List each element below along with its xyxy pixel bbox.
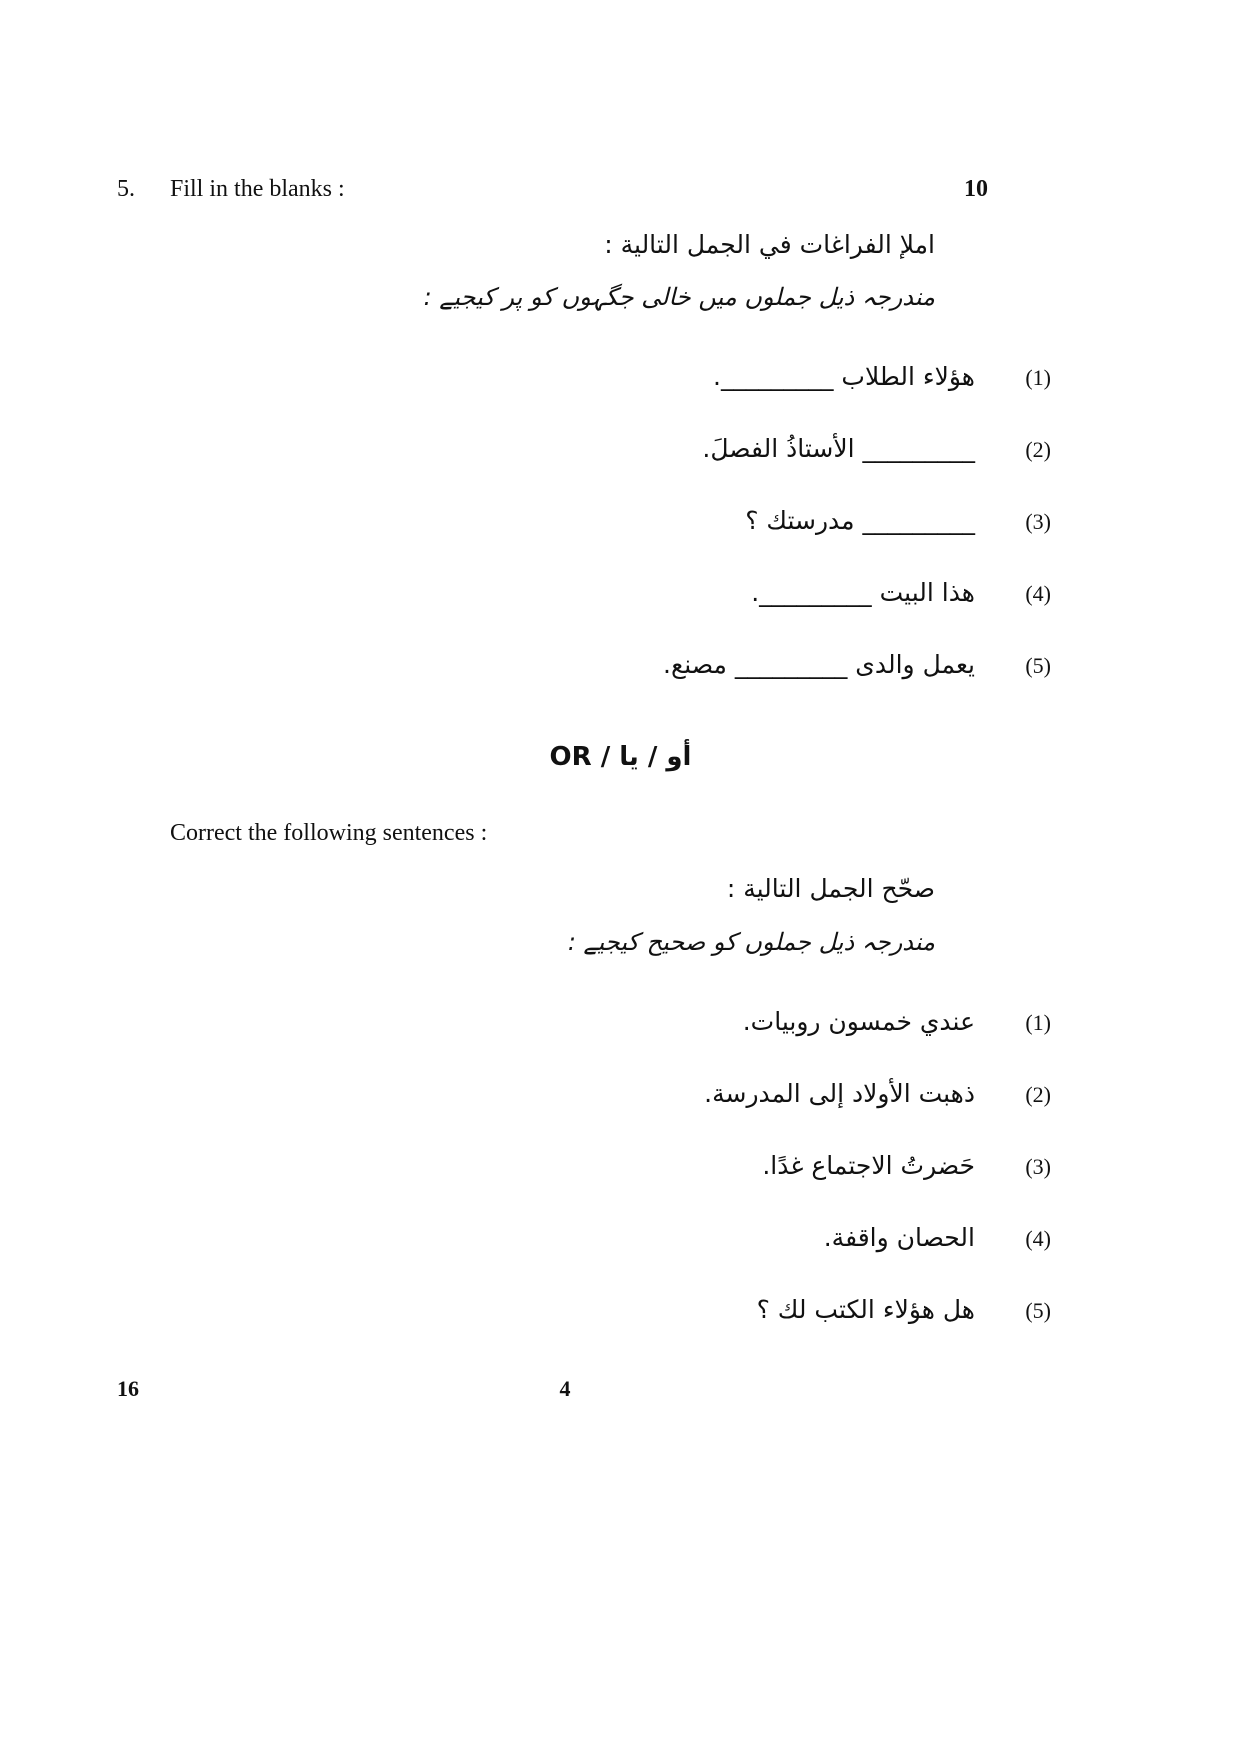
correction-item [762,1151,1051,1180]
blank-item-text: هؤلاء الطلاب _________. [713,362,975,391]
question-instruction-arabic: املإ الفراغات في الجمل التالية : [604,230,935,259]
blank-item [751,578,1051,607]
alternative-instruction-arabic: صحّح الجمل التالية : [726,874,935,903]
correction-item [824,1223,1051,1252]
correction-item-text: هل هؤلاء الكتب لك ؟ [756,1295,975,1324]
correction-item-text: ذهبت الأولاد إلى المدرسة. [704,1079,975,1108]
blank-item-number: (3) [1025,509,1051,534]
blank-item [702,434,1051,463]
alternative-instruction-urdu: مندرجہ ذیل جملوں کو صحیح کیجیے : [567,928,935,956]
correction-item-text: الحصان واقفة. [823,1223,975,1252]
alternative-instruction-english: Correct the following sentences : [170,820,488,846]
question-instruction-urdu: مندرجہ ذیل جملوں میں خالی جگہوں کو پر کیجیے : [423,283,935,311]
correction-item-number: (1) [1025,1010,1051,1035]
blank-item-number: (2) [1025,437,1051,462]
correction-item-number: (2) [1025,1082,1051,1107]
blank-item-text: _________ مدرستك ؟ [745,506,975,535]
correction-item-text: حَضرتُ الاجتماع غدًا. [762,1151,975,1180]
blank-item-text: _________ الأستاذُ الفصلَ. [702,434,975,463]
correction-item [704,1079,1051,1108]
question-marks: 10 [964,176,988,202]
correction-item [757,1295,1051,1324]
correction-item-text: عندي خمسون روبيات. [742,1007,975,1036]
page-number: 4 [559,1376,571,1401]
footer-code: 16 [117,1376,139,1401]
blank-item-number: (1) [1025,365,1051,390]
blank-item-number: (4) [1025,581,1051,606]
blank-item-text: يعمل والدى _________ مصنع. [663,650,975,679]
blank-item [663,650,1051,679]
correction-item-number: (4) [1025,1226,1051,1251]
question-number: 5. [117,176,135,202]
correction-item-number: (3) [1025,1154,1051,1179]
blank-item [713,362,1051,391]
correction-item [743,1007,1051,1036]
or-separator: OR / أو / یا [549,742,692,772]
blank-item [745,506,1051,535]
question-instruction-english: Fill in the blanks : [170,176,345,202]
blank-item-number: (5) [1025,653,1051,678]
correction-item-number: (5) [1025,1298,1051,1323]
blank-item-text: هذا البيت _________. [751,578,975,607]
